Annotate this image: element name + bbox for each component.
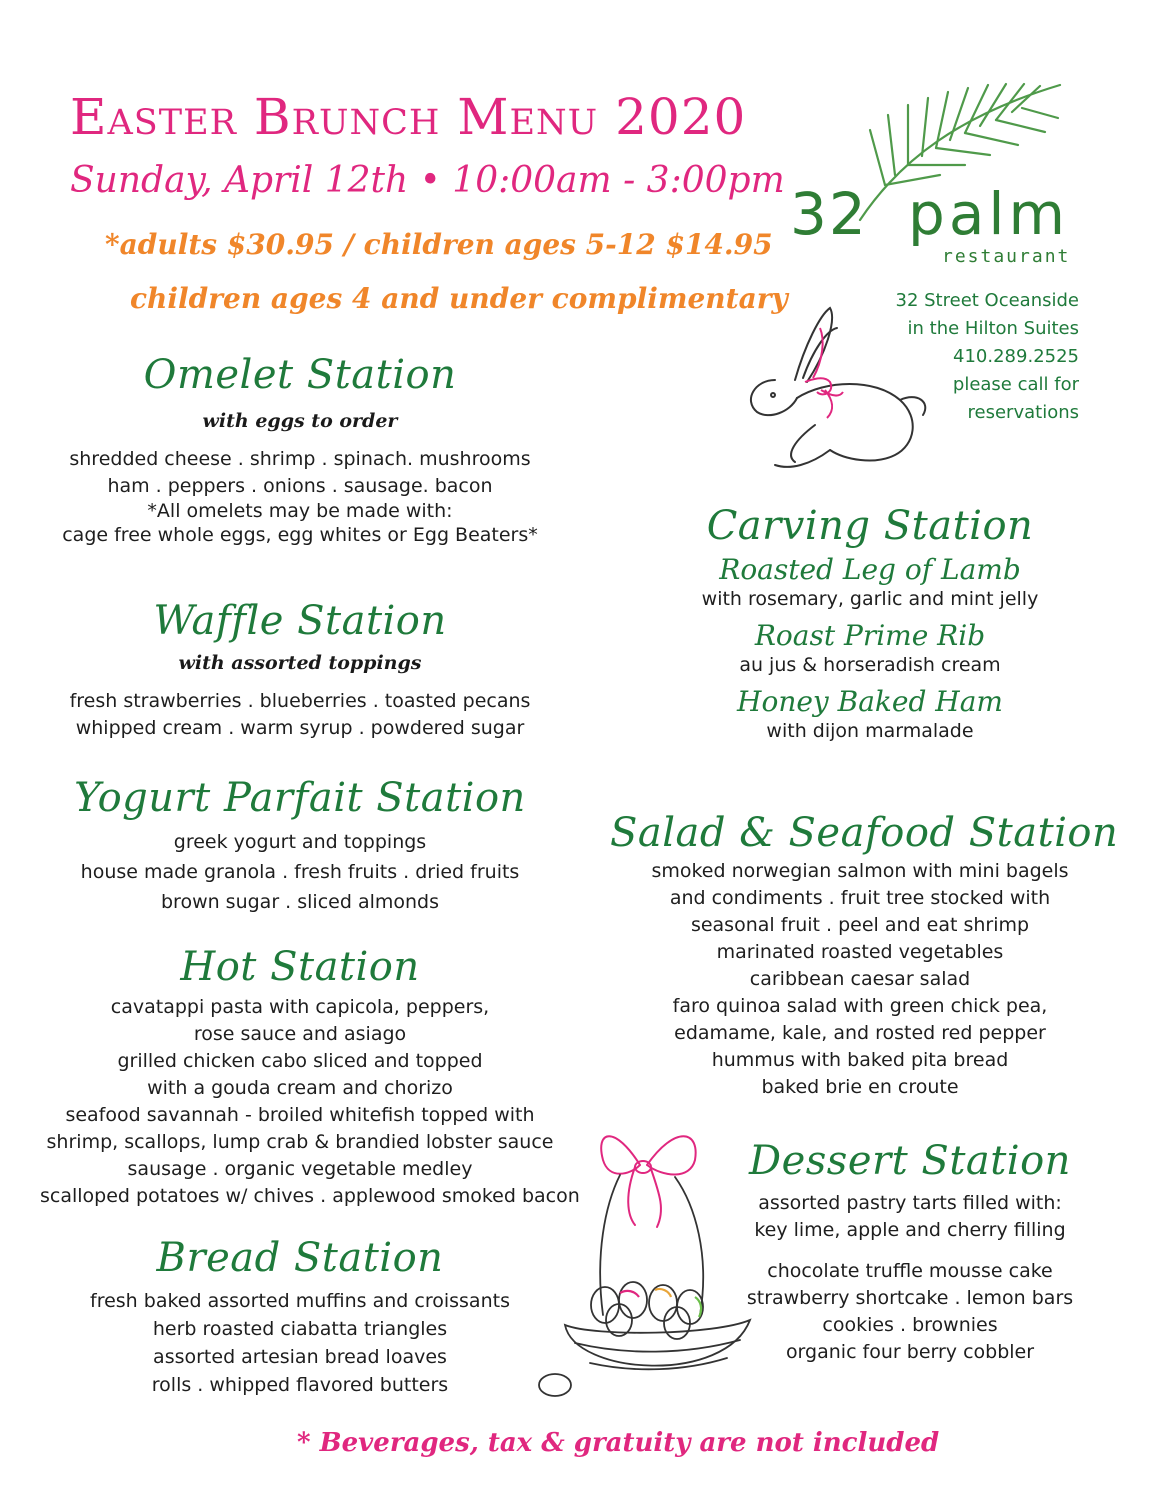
menu-line: faro quinoa salad with green chick pea, <box>672 995 1048 1017</box>
carving-item-desc: with dijon marmalade <box>766 720 974 742</box>
contact-phone: 410.289.2525 <box>953 346 1079 367</box>
menu-line: fresh strawberries . blueberries . toasted pecans <box>69 690 531 712</box>
menu-line: organic four berry cobbler <box>785 1341 1035 1363</box>
section-note: with eggs to order <box>202 410 398 432</box>
pricing-line: *adults $30.95 / children ages 5-12 $14.95 <box>105 228 773 261</box>
menu-line: smoked norwegian salmon with mini bagels <box>651 860 1069 882</box>
menu-line: rose sauce and asiago <box>193 1023 407 1045</box>
menu-line: hummus with baked pita bread <box>711 1049 1009 1071</box>
menu-line: chocolate truffle mousse cake <box>767 1260 1053 1282</box>
menu-line: with a gouda cream and chorizo <box>147 1077 453 1099</box>
menu-title: Easter Brunch Menu 2020 <box>70 88 747 146</box>
menu-line: brown sugar . sliced almonds <box>160 891 440 913</box>
yogurt-station <box>40 775 560 917</box>
section-title: Omelet Station <box>143 352 457 398</box>
menu-line: grilled chicken cabo sliced and topped <box>117 1050 483 1072</box>
carving-item-name: Roast Prime Rib <box>754 619 986 652</box>
section-title: Dessert Station <box>749 1138 1071 1184</box>
waffle-station <box>40 598 560 742</box>
logo-tagline: restaurant <box>942 246 1071 267</box>
contact-line: 32 Street Oceanside <box>895 290 1079 311</box>
carving-item-desc: with rosemary, garlic and mint jelly <box>701 588 1039 610</box>
carving-item-name: Honey Baked Ham <box>737 685 1003 718</box>
menu-line: herb roasted ciabatta triangles <box>152 1318 448 1340</box>
menu-line: strawberry shortcake . lemon bars <box>746 1287 1074 1309</box>
section-title: Carving Station <box>706 503 1034 549</box>
menu-line: seasonal fruit . peel and eat shrimp <box>690 914 1030 936</box>
menu-line: baked brie en croute <box>761 1076 959 1098</box>
section-note: with assorted toppings <box>178 652 422 674</box>
menu-line: assorted artesian bread loaves <box>153 1346 447 1368</box>
menu-line: sausage . organic vegetable medley <box>127 1158 473 1180</box>
menu-line: edamame, kale, and rosted red pepper <box>674 1022 1046 1044</box>
contact-line: reservations <box>967 402 1079 423</box>
menu-line: caribbean caesar salad <box>749 968 971 990</box>
carving-item-name: Roasted Leg of Lamb <box>719 553 1021 586</box>
section-title: Yogurt Parfait Station <box>74 775 526 821</box>
carving-item-desc: au jus & horseradish cream <box>739 654 1001 676</box>
event-date-time: Sunday, April 12th • 10:00am - 3:00pm <box>70 160 785 201</box>
menu-line: and condiments . fruit tree stocked with <box>669 887 1051 909</box>
contact-line: please call for <box>952 374 1079 395</box>
easter-basket-illustration <box>535 1115 785 1420</box>
carving-station <box>620 503 1120 745</box>
hot-station <box>40 944 580 1210</box>
menu-line: whipped cream . warm syrup . powdered sugar <box>75 717 525 739</box>
logo-number: 32 <box>790 180 868 248</box>
menu-line: cavatappi pasta with capicola, peppers, <box>110 996 490 1018</box>
menu-line: fresh baked assorted muffins and croissants <box>90 1290 510 1312</box>
section-title: Waffle Station <box>153 598 447 644</box>
footer-note: * Beverages, tax & gratuity are not included <box>297 1428 940 1458</box>
menu-line: house made granola . fresh fruits . dried fruits <box>80 861 520 883</box>
logo-name: palm <box>908 180 1069 248</box>
menu-line: cage free whole eggs, egg whites or Egg Beaters* <box>62 524 538 546</box>
menu-line: rolls . whipped flavored butters <box>151 1374 449 1396</box>
section-title: Bread Station <box>156 1235 444 1281</box>
menu-line: scalloped potatoes w/ chives . applewood smoked bacon <box>40 1185 580 1207</box>
section-title: Salad & Seafood Station <box>610 810 1119 856</box>
section-title: Hot Station <box>180 944 420 990</box>
bread-station <box>40 1235 560 1399</box>
menu-line: cookies . brownies <box>822 1314 998 1336</box>
restaurant-logo <box>790 60 1080 270</box>
bunny-icon <box>735 300 935 480</box>
menu-line: greek yogurt and toppings <box>173 831 427 853</box>
salad-seafood-station <box>610 810 1119 1101</box>
menu-line: key lime, apple and cherry filling <box>754 1219 1066 1241</box>
kids-complimentary-note: children ages 4 and under complimentary <box>130 282 788 315</box>
menu-line: seafood savannah - broiled whitefish topped with <box>65 1104 535 1126</box>
menu-line: assorted pastry tarts filled with: <box>758 1192 1062 1214</box>
menu-line: shrimp, scallops, lump crab & brandied lobster sauce <box>46 1131 554 1153</box>
menu-line: ham . peppers . onions . sausage. bacon <box>107 475 493 497</box>
easter-basket-icon <box>535 1115 785 1415</box>
omelet-station <box>40 352 560 549</box>
bunny-illustration <box>735 300 935 485</box>
menu-line: shredded cheese . shrimp . spinach. mushrooms <box>69 448 531 470</box>
menu-line: marinated roasted vegetables <box>716 941 1004 963</box>
menu-line: *All omelets may be made with: <box>147 500 453 522</box>
contact-line: in the Hilton Suites <box>907 318 1079 339</box>
